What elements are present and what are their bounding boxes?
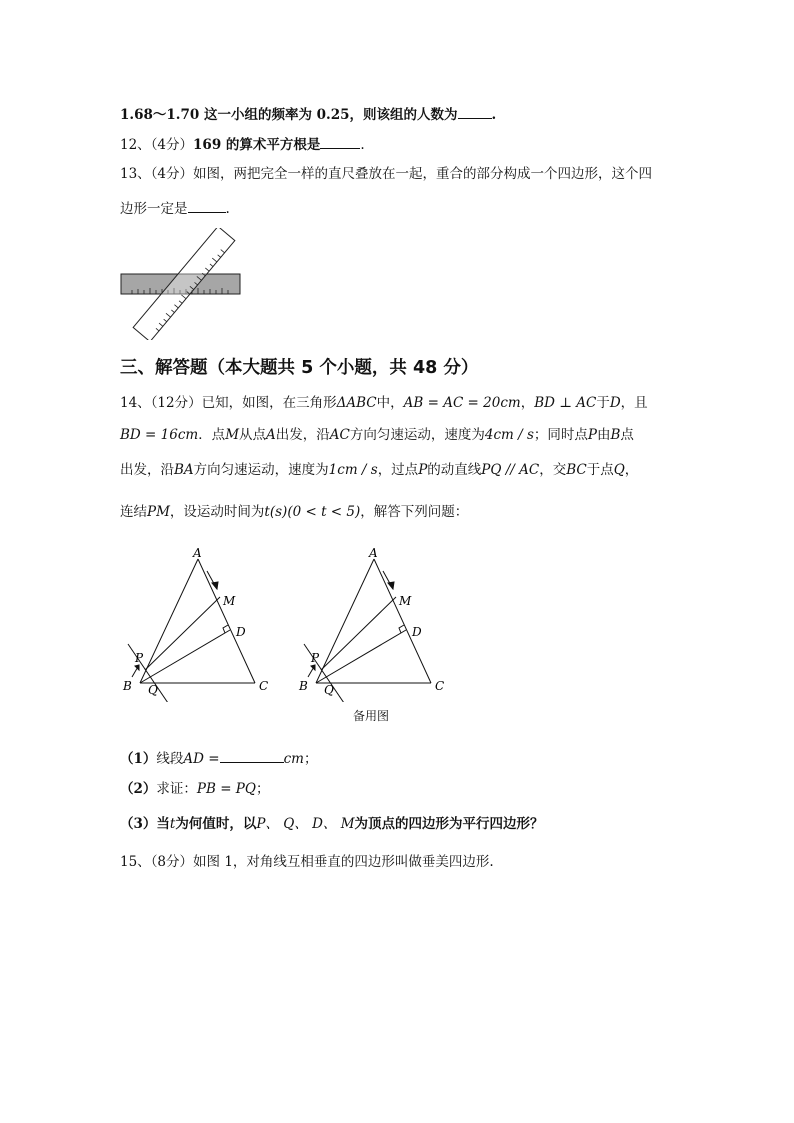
sub3-text: 当: [156, 816, 170, 832]
q13-text-line2: 边形一定是: [120, 201, 188, 217]
q12-number: 12、: [120, 137, 151, 153]
q14-text: ．点: [198, 427, 226, 443]
sub2-end: ；: [255, 781, 270, 797]
q12-end: .: [360, 137, 365, 153]
question-12: [120, 134, 365, 155]
q14-math: t(s): [264, 504, 288, 520]
q14-math: AC: [329, 427, 350, 443]
q14-sub2: [120, 779, 269, 799]
q14-math: PM: [147, 504, 170, 520]
sub1-unit: cm: [283, 751, 304, 767]
q14-math: BA: [174, 462, 194, 478]
rulers-figure: [118, 228, 248, 340]
q14-text: 方向匀速运动，速度为: [349, 427, 485, 443]
q14-math: A: [266, 427, 276, 443]
q15-score: （8分）: [150, 854, 194, 870]
question-15: [120, 852, 494, 872]
q14-line2: [120, 425, 634, 445]
q14-text: ，且: [620, 395, 648, 411]
label-c: C: [259, 679, 269, 693]
segment-bd: [140, 630, 230, 683]
q14-number: 14、: [120, 395, 151, 411]
q14-math: M: [225, 427, 240, 443]
q14-text: 于点: [586, 462, 614, 478]
q13-number: 13、: [120, 166, 151, 182]
q11-end: .: [491, 107, 497, 123]
sub3-math: t: [169, 816, 176, 832]
q14-math: 4cm / s: [484, 427, 534, 443]
backup-label-p: P: [311, 651, 320, 665]
q14-text: ，过点: [377, 462, 419, 478]
q14-line1: [120, 393, 648, 413]
q14-line3: [120, 460, 638, 480]
q14-math: BD ⊥ AC: [534, 395, 597, 411]
q14-text: 连结: [120, 504, 147, 520]
backup-label-d: D: [412, 625, 422, 639]
q14-text: ，解答下列问题：: [360, 504, 469, 520]
q11-text: 1.68～1.70 这一小组的频率为 0.25，则该组的人数为: [120, 107, 458, 123]
sub2-text: 求证：: [156, 781, 197, 797]
q12-answer-blank[interactable]: [320, 134, 360, 149]
sub2-math: PB = PQ: [196, 781, 256, 797]
q14-text: ，: [624, 462, 639, 478]
q15-text: 如图 1，对角线互相垂直的四边形叫做垂美四边形.: [193, 854, 494, 870]
q14-text: 点: [620, 427, 634, 443]
side-ac: [198, 559, 255, 683]
sub3-text: 为何值时，以: [175, 816, 257, 832]
q14-math: 1cm / s: [328, 462, 378, 478]
backup-label-a: A: [369, 546, 378, 560]
sub3-text: 为顶点的四边形为平行四边形？: [354, 816, 544, 832]
triangle-figure-backup: [298, 546, 444, 702]
backup-label-c: C: [435, 679, 445, 693]
q14-text: 出发，沿: [120, 462, 174, 478]
q13-end: .: [225, 201, 230, 217]
q15-number: 15、: [120, 854, 151, 870]
q14-math: P: [587, 427, 597, 443]
q14-text: 的动直线: [427, 462, 482, 478]
q14-text: 从点: [239, 427, 267, 443]
backup-label-b: B: [299, 679, 308, 693]
sub2-number: （2）: [120, 781, 157, 797]
sub1-answer-blank[interactable]: [220, 748, 284, 763]
q14-line4: [120, 502, 468, 522]
sub1-math: AD =: [183, 751, 220, 767]
q14-text: ，设运动时间为: [169, 504, 265, 520]
q14-math: AB = AC = 20cm: [403, 395, 521, 411]
q14-score: （12分）: [150, 395, 202, 411]
q14-math: (0 < t < 5): [287, 504, 361, 520]
label-m: M: [223, 594, 236, 608]
q14-math: BD = 16cm: [120, 427, 199, 443]
q14-text: 出发，沿: [275, 427, 330, 443]
sub1-text: 线段: [156, 751, 184, 767]
q14-text: ，: [520, 395, 535, 411]
segment-pm: [145, 597, 220, 670]
q13-score: （4分）: [150, 166, 194, 182]
backup-label-m: M: [399, 594, 412, 608]
label-d: D: [236, 625, 246, 639]
q12-score: （4分）: [150, 137, 194, 153]
q14-text: ，交: [539, 462, 567, 478]
sub3-math: P、 Q、 D、 M: [256, 816, 355, 832]
question-13: [120, 164, 652, 184]
q14-text: ；同时点: [533, 427, 588, 443]
q14-sub1: [120, 748, 317, 769]
q14-math: D: [609, 395, 621, 411]
q14-math: ΔABC: [336, 395, 377, 411]
backup-label-q: Q: [324, 683, 334, 697]
q14-figures: [118, 544, 458, 702]
q12-text: 169 的算术平方根是: [193, 137, 321, 153]
q14-text: 方向匀速运动，速度为: [193, 462, 329, 478]
question-13-line2: [120, 198, 230, 219]
q14-text: 中，: [376, 395, 404, 411]
backup-figure-caption: 备用图: [353, 709, 390, 723]
label-a: A: [193, 546, 202, 560]
q13-text: 如图，两把完全一样的直尺叠放在一起，重合的部分构成一个四边形，这个四: [193, 166, 653, 182]
q13-answer-blank[interactable]: [188, 198, 226, 213]
q11-answer-blank[interactable]: [458, 104, 492, 119]
side-ab: [140, 559, 198, 683]
q11-tail-line: [120, 104, 496, 125]
q14-math: P: [418, 462, 428, 478]
sub3-number: （3）: [120, 816, 157, 832]
q14-text: 于: [596, 395, 610, 411]
q14-math: PQ // AC: [481, 462, 540, 478]
label-b: B: [123, 679, 132, 693]
arrowhead-m: [212, 582, 218, 589]
q14-math: Q: [613, 462, 625, 478]
q14-text: 已知，如图，在三角形: [201, 395, 337, 411]
q14-sub3: [120, 814, 544, 834]
q14-text: 由: [596, 427, 611, 443]
sub1-end: ；: [303, 751, 318, 767]
q14-math: BC: [566, 462, 587, 478]
section-3-heading: 三、解答题（本大题共 5 个小题，共 48 分）: [120, 358, 479, 378]
sub1-number: （1）: [120, 751, 157, 767]
q14-math: B: [610, 427, 621, 443]
label-q: Q: [148, 683, 158, 697]
label-p: P: [135, 651, 144, 665]
